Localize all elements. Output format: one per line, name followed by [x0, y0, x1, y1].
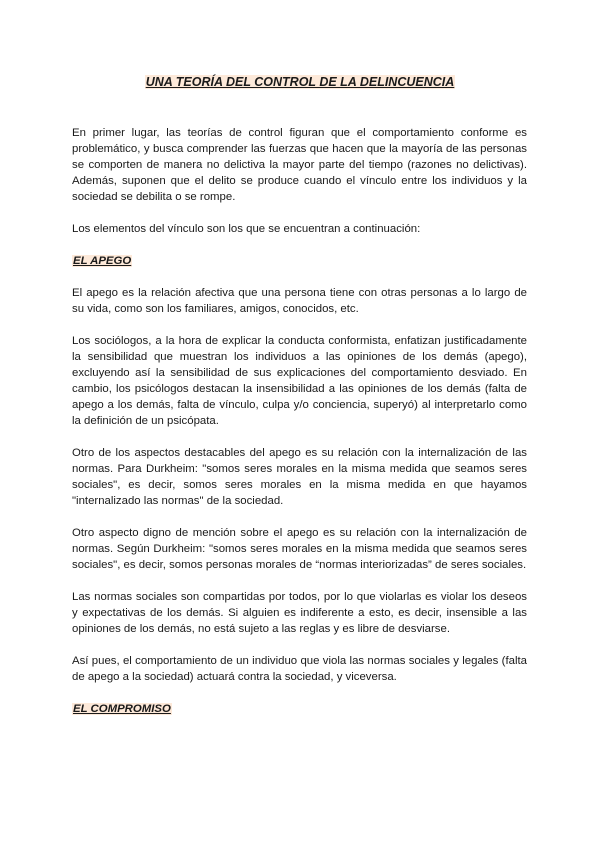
apego-paragraph-3: Otro de los aspectos destacables del apego es su relación con la internalización de las normas. Para Durkheim: "somos seres morales en la misma medida que seamos seres sociales", es decir, somos seres morales en la misma medida en que hayamos "internalizado las normas" de la sociedad.	[72, 447, 527, 507]
apego-paragraph-2: Los sociólogos, a la hora de explicar la conducta conformista, enfatizan justificadamente la sensibilidad que muestran los individuos a las opiniones de los demás (apego), excluyendo así la sensibilidad de sus explicaciones del comportamiento desviado. En cambio, los psicólogos destacan la insensibilidad a las opiniones de los demás (falta de apego a los demás, falta de vínculo, culpa y/o conciencia, superyó) al interpretarlo como la definición de un psicópata.	[72, 335, 527, 427]
section-heading-apego	[72, 253, 527, 269]
section-heading-compromiso-text: EL COMPROMISO	[73, 703, 171, 715]
document-body	[72, 125, 527, 733]
apego-paragraph-6: Así pues, el comportamiento de un individuo que viola las normas sociales y legales (falta de apego a la sociedad) actuará contra la sociedad, y viceversa.	[72, 655, 527, 683]
section-heading-apego-text: EL APEGO	[73, 255, 132, 267]
document-title-text: UNA TEORÍA DEL CONTROL DE LA DELINCUENCIA	[145, 75, 455, 89]
apego-paragraph-4: Otro aspecto digno de mención sobre el apego es su relación con la internalización de normas. Según Durkheim: "somos seres morales en la misma medida que seamos seres sociales", es decir, somos personas morales de “normas interiorizadas” de seres sociales.	[72, 527, 527, 571]
apego-paragraph-5: Las normas sociales son compartidas por todos, por lo que violarlas es violar los deseos y expectativas de los demás. Si alguien es indiferente a esto, es decir, insensible a las opiniones de los demás, no está sujeto a las reglas y es libre de desviarse.	[72, 591, 527, 635]
apego-paragraph-1: El apego es la relación afectiva que una persona tiene con otras personas a lo largo de su vida, como son los familiares, amigos, conocidos, etc.	[72, 287, 527, 315]
intro-paragraph-1: En primer lugar, las teorías de control figuran que el comportamiento conforme es problemático, y busca comprender las fuerzas que hacen que la mayoría de las personas se comporten de manera no delictiva la mayor parte del tiempo (razones no delictivas). Además, suponen que el delito se produce cuando el vínculo entre los individuos y la sociedad se debilita o se rompe.	[72, 127, 527, 203]
section-heading-compromiso	[72, 701, 527, 717]
document-title	[0, 75, 600, 90]
intro-paragraph-2: Los elementos del vínculo son los que se encuentran a continuación:	[72, 223, 421, 235]
